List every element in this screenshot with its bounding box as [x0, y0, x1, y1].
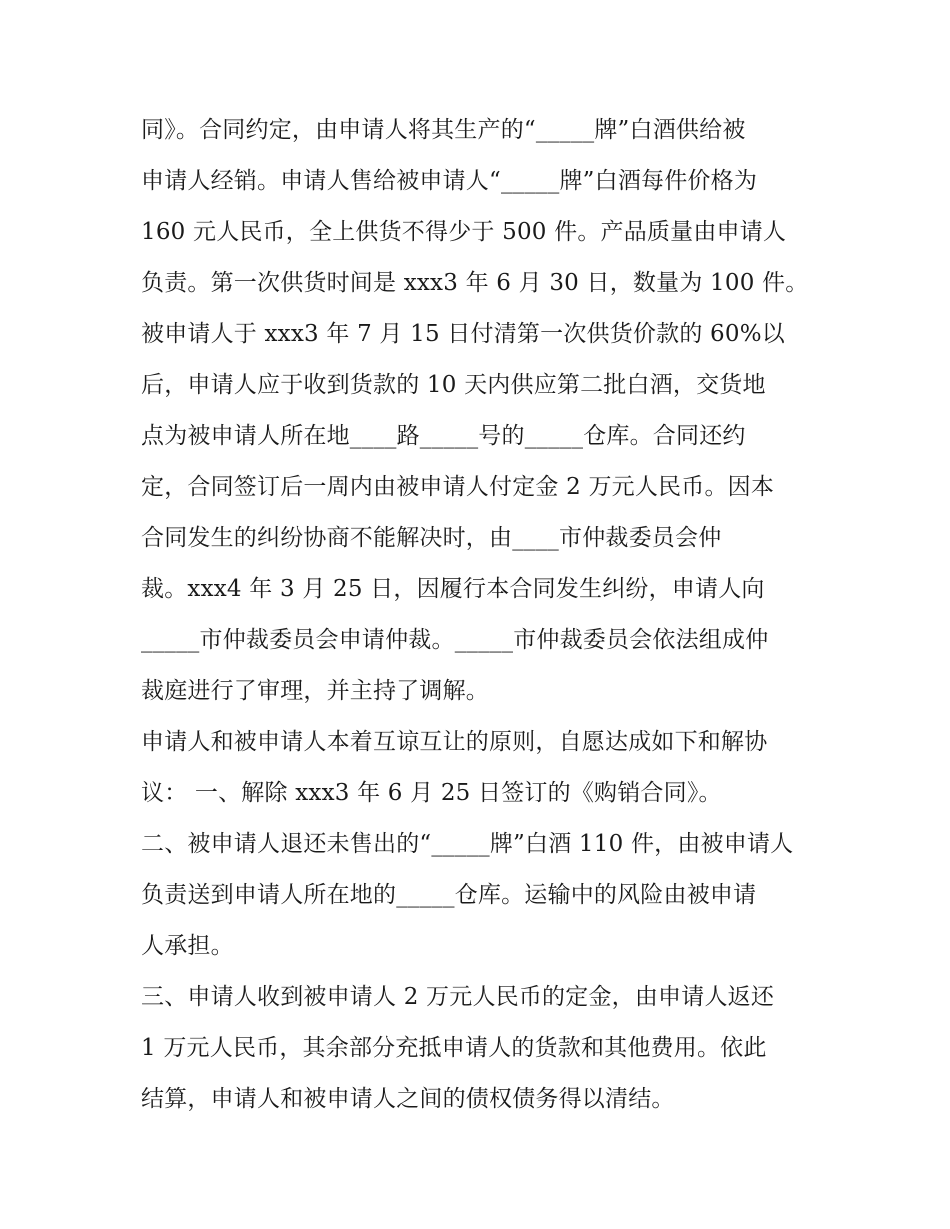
- text-line: 申请人和被申请人本着互谅互让的原则，自愿达成如下和解协: [141, 729, 768, 755]
- text-line: 后，申请人应于收到货款的 10 天内供应第二批白酒，交货地: [141, 372, 766, 398]
- text-line: 裁庭进行了审理，并主持了调解。: [141, 678, 489, 704]
- document-page: [141, 105, 821, 1125]
- text-line: 裁。xxx4 年 3 月 25 日，因履行本合同发生纠纷，申请人向: [141, 576, 765, 602]
- text-line: 结算，申请人和被申请人之间的债权债务得以清结。: [141, 1086, 675, 1112]
- text-line: 三、申请人收到被申请人 2 万元人民币的定金，由申请人返还: [141, 984, 775, 1010]
- text-line: 合同发生的纠纷协商不能解决时，由____市仲裁委员会仲: [141, 525, 722, 551]
- text-line: 被申请人于 xxx3 年 7 月 15 日付清第一次供货价款的 60%以: [141, 321, 785, 347]
- text-line: 人承担。: [141, 933, 234, 959]
- text-line: 定，合同签订后一周内由被申请人付定金 2 万元人民币。因本: [141, 474, 775, 500]
- text-line: 负责。第一次供货时间是 xxx3 年 6 月 30 日，数量为 100 件。: [141, 270, 809, 296]
- text-line: 1 万元人民币，其余部分充抵申请人的货款和其他费用。依此: [141, 1035, 767, 1061]
- text-line: 申请人经销。申请人售给被申请人“_____牌”白酒每件价格为: [141, 168, 758, 194]
- text-line: 二、被申请人退还未售出的“_____牌”白酒 110 件，由被申请人: [141, 831, 794, 857]
- text-line: 议： 一、解除 xxx3 年 6 月 25 日签订的《购销合同》。: [141, 780, 722, 806]
- text-line: 160 元人民币，全上供货不得少于 500 件。产品质量由申请人: [141, 219, 787, 245]
- text-line: _____市仲裁委员会申请仲裁。_____市仲裁委员会依法组成仲: [141, 627, 769, 653]
- text-line: 负责送到申请人所在地的_____仓库。运输中的风险由被申请: [141, 882, 757, 908]
- text-line: 点为被申请人所在地____路_____号的_____仓库。合同还约: [141, 423, 746, 449]
- text-line: 同》。合同约定，由申请人将其生产的“_____牌”白酒供给被: [141, 117, 746, 143]
